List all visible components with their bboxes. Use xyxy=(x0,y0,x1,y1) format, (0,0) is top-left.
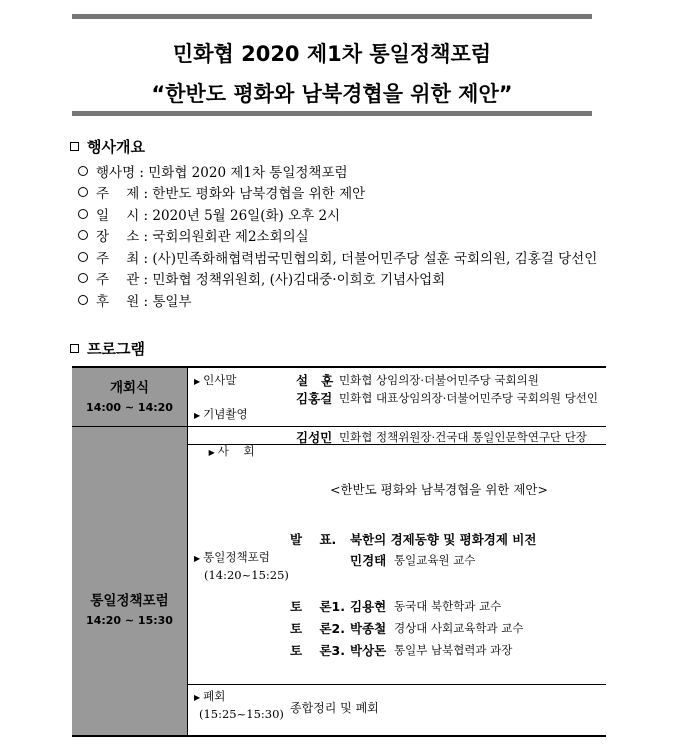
triangle-bullet-icon: ▶ xyxy=(194,693,201,702)
opening-session-name: 개회식 xyxy=(109,380,150,396)
list-item xyxy=(78,289,638,311)
circle-bullet-icon xyxy=(78,295,88,305)
triangle-bullet-icon: ▶ xyxy=(208,448,215,457)
circle-bullet-icon xyxy=(78,252,88,262)
program-heading xyxy=(70,338,145,359)
discussant-name: 김용현 xyxy=(350,599,387,614)
closing-item-time: (15:25~15:30) xyxy=(199,707,284,721)
speaker-name: 설 훈 xyxy=(296,373,334,388)
program-left-column xyxy=(72,366,187,736)
forum-session-name: 통일정책포럼 xyxy=(90,593,169,609)
list-item xyxy=(78,182,638,204)
list-item xyxy=(78,203,638,225)
overview-item-label: 일 시 : xyxy=(96,207,153,224)
moderator-name: 김성민 xyxy=(296,430,333,445)
opening-session-time: 14:00 ~ 14:20 xyxy=(86,401,173,414)
overview-item-label: 후 원 : xyxy=(96,293,153,310)
discussant-affiliation: 경상대 사회교육학과 교수 xyxy=(394,621,524,635)
discussant-name: 박상돈 xyxy=(350,643,387,658)
discussant-affiliation: 동국대 북한학과 교수 xyxy=(394,599,502,613)
overview-item-value: 2020년 5월 26일(화) 오후 2시 xyxy=(152,207,341,224)
list-item xyxy=(78,160,638,182)
circle-bullet-icon xyxy=(78,187,88,197)
page-subtitle: “한반도 평화와 남북경협을 위한 제안” xyxy=(151,82,513,106)
speaker-title: 민화협 대표상임의장·더불어민주당 국회의원 당선인 xyxy=(339,391,599,405)
table-divider xyxy=(187,366,188,736)
circle-bullet-icon xyxy=(78,209,88,219)
presenter-affiliation: 통일교육원 교수 xyxy=(394,553,476,567)
overview-item-label: 장 소 : xyxy=(96,229,153,246)
title-bottom-bar xyxy=(72,111,592,116)
overview-item-value: (사)민족화해협력범국민협의회, 더불어민주당 설훈 국회의원, 김홍걸 당선인 xyxy=(152,250,598,267)
title-block xyxy=(72,14,592,116)
table-row-divider xyxy=(72,426,606,427)
discussant-role: 토 론1. xyxy=(290,599,346,614)
speaker-name: 김홍걸 xyxy=(296,391,333,406)
forum-item-time: (14:20~15:25) xyxy=(204,568,289,582)
moderator-title: 민화협 정책위원장·건국대 통일인문학연구단 단장 xyxy=(339,430,587,444)
discussant-role: 토 론2. xyxy=(290,621,346,636)
table-bottom-border xyxy=(72,735,606,737)
opening-item-greeting: ▶ 인사말 xyxy=(194,373,237,387)
forum-session-time: 14:20 ~ 15:30 xyxy=(86,614,173,627)
overview-heading xyxy=(70,136,145,157)
circle-bullet-icon xyxy=(78,230,88,240)
presenter-name: 민경태 xyxy=(350,553,387,568)
overview-item-value: 민화협 정책위원회, (사)김대중·이희호 기념사업회 xyxy=(152,272,446,289)
closing-item: ▶ 폐회 xyxy=(194,689,226,703)
square-bullet-icon xyxy=(70,344,79,353)
overview-item-label: 주 관 : xyxy=(96,272,153,289)
overview-item-label: 주 최 : xyxy=(96,250,153,267)
page-title: 민화협 2020 제1차 통일정책포럼 xyxy=(172,42,492,66)
title-top-bar xyxy=(72,14,592,19)
list-item xyxy=(78,268,638,290)
overview-heading-label: 행사개요 xyxy=(87,138,145,156)
program-heading-label: 프로그램 xyxy=(87,340,145,358)
overview-item-value: 통일부 xyxy=(152,293,192,310)
forum-session-label xyxy=(72,589,187,627)
overview-item-value: 국회의원회관 제2소회의실 xyxy=(152,229,309,246)
triangle-bullet-icon: ▶ xyxy=(194,554,201,563)
presentation-role: 발 표. xyxy=(290,532,337,547)
discussant-role: 토 론3. xyxy=(290,643,346,658)
triangle-bullet-icon: ▶ xyxy=(194,377,201,386)
overview-item-label: 행사명 : xyxy=(96,164,149,181)
table-row-divider xyxy=(188,684,606,685)
forum-item: ▶ 통일정책포럼 xyxy=(194,550,270,564)
moderator-item: ▶ 사 회 xyxy=(208,444,255,458)
opening-session-label xyxy=(72,376,187,414)
program-table xyxy=(72,366,606,736)
overview-item-value: 한반도 평화와 남북경협을 위한 제안 xyxy=(152,186,366,203)
closing-description: 종합정리 및 폐회 xyxy=(290,701,379,715)
square-bullet-icon xyxy=(70,142,79,151)
table-top-border xyxy=(72,366,606,368)
presentation-topic: 북한의 경제동향 및 평화경제 비전 xyxy=(350,532,537,547)
discussant-affiliation: 통일부 남북협력과 과장 xyxy=(394,643,513,657)
circle-bullet-icon xyxy=(78,166,88,176)
list-item xyxy=(78,246,638,268)
triangle-bullet-icon: ▶ xyxy=(194,411,201,420)
list-item xyxy=(78,225,638,247)
overview-item-value: 민화협 2020 제1차 통일정책포럼 xyxy=(148,164,348,181)
speaker-title: 민화협 상임의장·더불어민주당 국회의원 xyxy=(339,373,539,387)
overview-list xyxy=(78,160,638,311)
circle-bullet-icon xyxy=(78,273,88,283)
overview-item-label: 주 제 : xyxy=(96,186,153,203)
discussant-name: 박종철 xyxy=(350,621,387,636)
session-title: <한반도 평화와 남북경협을 위한 제안> xyxy=(330,482,548,497)
opening-item-photo: ▶ 기념촬영 xyxy=(194,407,248,421)
